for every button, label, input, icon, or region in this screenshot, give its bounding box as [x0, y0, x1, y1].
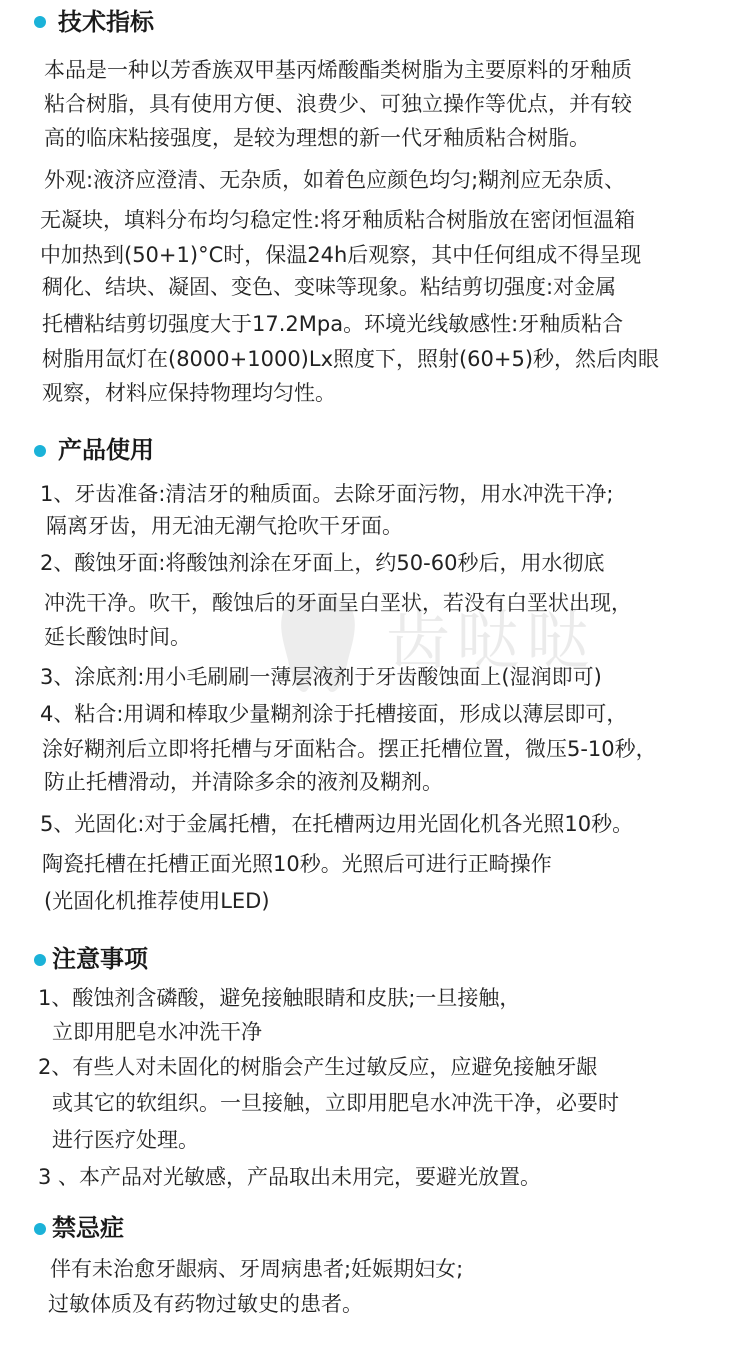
notes-line: 2、有些人对未固化的树脂会产生过敏反应，应避免接触牙龈 [38, 1055, 598, 1079]
usage-line: 隔离牙齿，用无油无潮气抢吹干牙面。 [46, 514, 403, 538]
specs-line: 高的临床粘接强度，是较为理想的新一代牙釉质粘合树脂。 [44, 126, 590, 150]
watermark-text: 齿哒哒 [386, 605, 596, 679]
section-title-usage: 产品使用 [58, 436, 154, 464]
bullet-dot [34, 16, 46, 28]
section-title-specs: 技术指标 [58, 8, 154, 36]
notes-line: 或其它的软组织。一旦接触，立即用肥皂水冲洗干净，必要时 [52, 1091, 619, 1115]
usage-line: 4、粘合:用调和棒取少量糊剂涂于托槽接面，形成以薄层即可， [40, 702, 628, 726]
usage-line: 3、涂底剂:用小毛刷刷一薄层液剂于牙齿酸蚀面上(湿润即可) [40, 665, 602, 689]
section-title-contraindications: 禁忌症 [52, 1214, 124, 1242]
notes-line: 1、酸蚀剂含磷酸，避免接触眼睛和皮肤;一旦接触， [38, 986, 521, 1010]
specs-line: 无凝块，填料分布均匀稳定性:将牙釉质粘合树脂放在密闭恒温箱 [40, 208, 636, 232]
specs-line: 外观:液济应澄清、无杂质，如着色应颜色均匀;糊剂应无杂质、 [44, 168, 626, 192]
specs-line: 粘合树脂，具有使用方便、浪费少、可独立操作等优点，并有较 [44, 92, 632, 116]
bullet-dot [34, 445, 46, 457]
contra-line: 过敏体质及有药物过敏史的患者。 [48, 1292, 363, 1316]
usage-line: 5、光固化:对于金属托槽，在托槽两边用光固化机各光照10秒。 [40, 812, 634, 836]
specs-line: 树脂用氙灯在(8000+1000)Lx照度下，照射(60+5)秒，然后肉眼 [42, 347, 660, 371]
usage-line: (光固化机推荐使用LED) [44, 889, 270, 913]
usage-line: 陶瓷托槽在托槽正面光照10秒。光照后可进行正畸操作 [42, 852, 552, 876]
usage-line: 防止托槽滑动，并清除多余的液剂及糊剂。 [44, 770, 443, 794]
notes-line: 进行医疗处理。 [52, 1128, 199, 1152]
specs-line: 观察，材料应保持物理均匀性。 [42, 381, 336, 405]
usage-line: 冲洗干净。吹干，酸蚀后的牙面呈白垩状，若没有白垩状出现， [44, 591, 632, 615]
usage-line: 延长酸蚀时间。 [44, 625, 191, 649]
usage-line: 1、牙齿准备:清洁牙的釉质面。去除牙面污物，用水冲洗干净; [40, 482, 614, 506]
bullet-dot [34, 1223, 46, 1235]
specs-line: 稠化、结块、凝固、变色、变味等现象。粘结剪切强度:对金属 [42, 275, 617, 299]
notes-line: 立即用肥皂水冲洗干净 [52, 1020, 262, 1044]
usage-line: 涂好糊剂后立即将托槽与牙面粘合。摆正托槽位置，微压5-10秒， [42, 737, 657, 761]
usage-line: 2、酸蚀牙面:将酸蚀剂涂在牙面上，约50-60秒后，用水彻底 [40, 551, 605, 575]
section-title-notes: 注意事项 [52, 945, 148, 973]
specs-line: 中加热到(50+1)°C时，保温24h后观察，其中任何组成不得呈现 [40, 243, 642, 267]
bullet-dot [34, 954, 46, 966]
specs-line: 本品是一种以芳香族双甲基丙烯酸酯类树脂为主要原料的牙釉质 [44, 58, 632, 82]
contra-line: 伴有未治愈牙龈病、牙周病患者;妊娠期妇女; [50, 1257, 464, 1281]
specs-line: 托槽粘结剪切强度大于17.2Mpa。环境光线敏感性:牙釉质粘合 [42, 312, 624, 336]
notes-line: 3 、本产品对光敏感，产品取出未用完，要避光放置。 [38, 1165, 542, 1189]
